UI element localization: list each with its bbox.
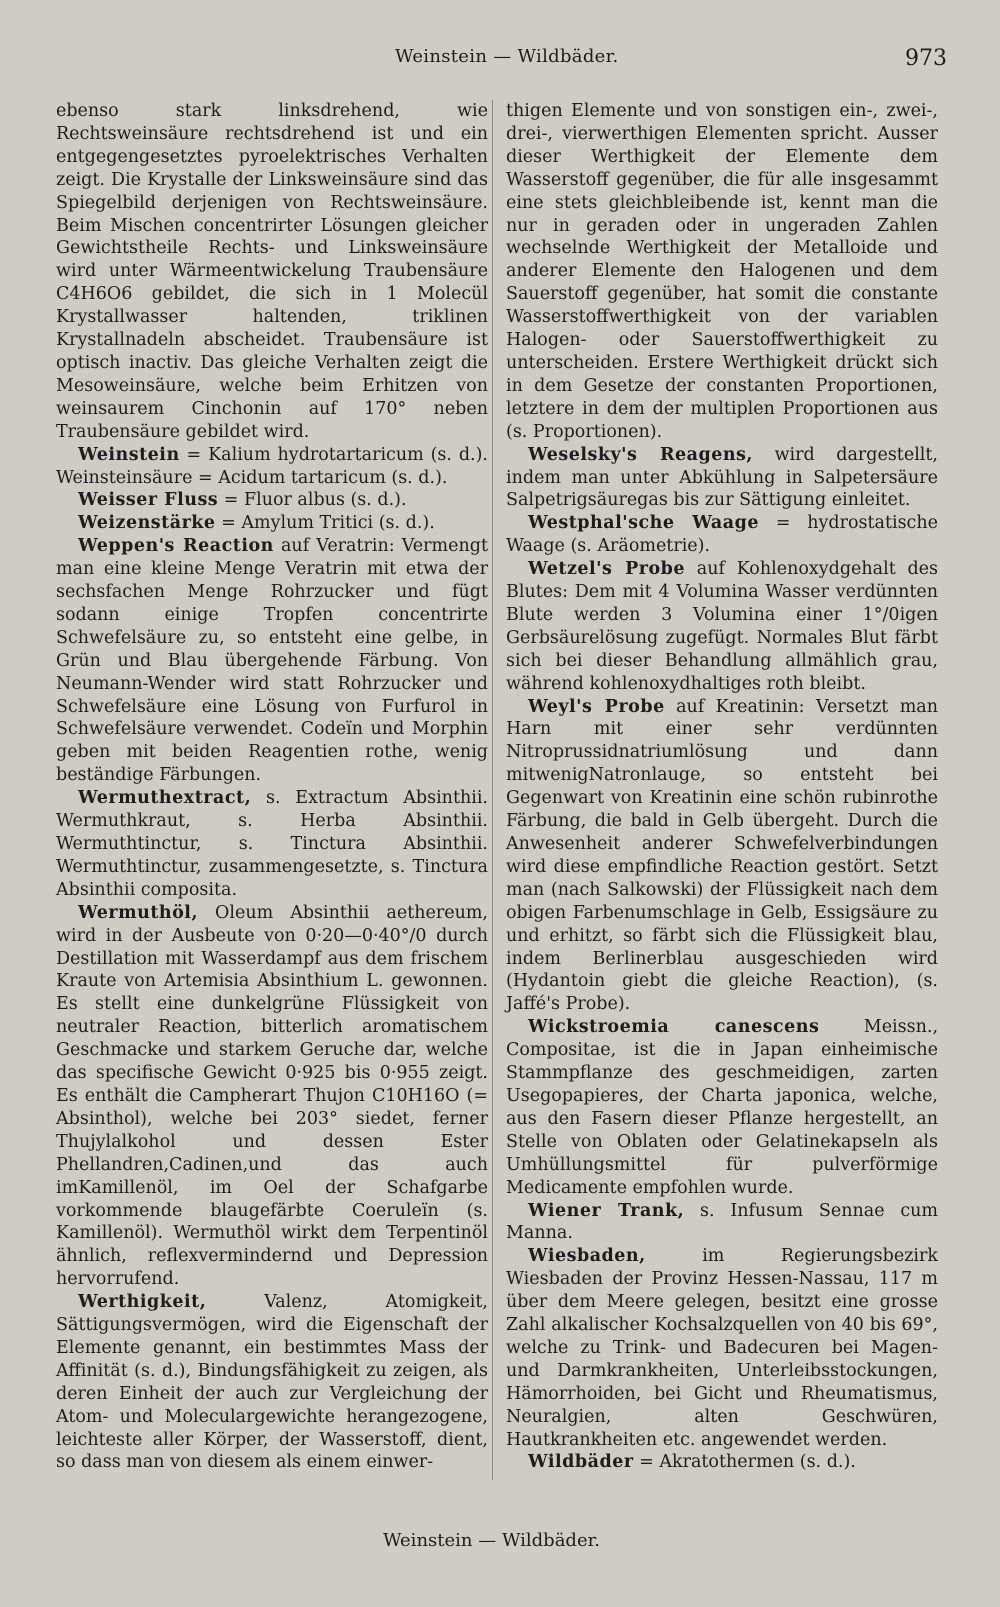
headword: Werthigkeit,	[78, 1292, 207, 1313]
headword: Wetzel's Probe	[528, 559, 686, 580]
entry-weselsky: Weselsky's Reagens, wird dargestellt, indem man unter Abkühlung in Salpetersäure Salpetrigsäuregas bis zur Sättigung einleitet.	[506, 444, 938, 511]
headword: Weyl's Probe	[528, 696, 665, 717]
entry-weyl: Weyl's Probe auf Kreatinin: Versetzt man Harn mit einer sehr verdünnten Nitroprussidnatriumlösung und dann mitwenigNatronlauge, so entsteht bei Gegenwart von Kreatinin eine schön rubinrothe Färbung, die bald in Gelb übergeht. Durch die Anwesenheit anderer Schwefelverbindungen wird diese empfindliche Reaction gestört. Setzt man (nach Salkowski) der Flüssigkeit nach dem obigen Farbenumschlage in Gelb, Essigsäure zu und erhitzt, so färbt sich die Flüssigkeit blau, indem Berlinerblau ausgeschieden wird (Hydantoin giebt die gleiche Reaction), (s. Jaffé's Probe).	[506, 696, 939, 1015]
entry-continuation: ebenso stark linksdrehend, wie Rechtsweinsäure rechtsdrehend ist und ein entgegengesetztes pyroelektrisches Verhalten zeigt. Die Krystalle der Linksweinsäure sind das Spiegelbild derjenigen von Rechtsweinsäure. Beim Mischen concentrirter Lösungen gleicher Gewichtstheile Rechts- und Linksweinsäure wird unter Wärmeentwickelung Traubensäure C4H6O6 gebildet, die sich in 1 Molecül Krystallwasser haltenden, triklinen Krystallnadeln abscheidet. Traubensäure ist optisch inactiv. Das gleiche Verhalten zeigt die Mesoweinsäure, welche beim Erhitzen von weinsaurem Cinchonin auf 170° neben Traubensäure gebildet wird.	[56, 101, 488, 442]
entry-wickstroemia: Wickstroemia canescens Meissn., Compositae, ist die in Japan einheimische Stammpflanze des geschmeidigen, zarten Usegopapieres, der Charta japonica, welche, aus den Fasern dieser Pflanze hergestellt, an Stelle von Oblaten oder Gelatinekapseln als Umhüllungsmittel für pulverförmige Medicamente empfohlen wurde.	[506, 1017, 939, 1198]
headword: Weinstein	[78, 444, 180, 465]
entry-wermuthoel: Wermuthöl, Oleum Absinthii aethereum, wird in der Ausbeute von 0·20—0·40°/0 durch Destillation mit Wasserdampf aus dem frischem Kraute von Artemisia Absinthium L. gewonnen. Es stellt eine dunkelgrüne Flüssigkeit von neutraler Reaction, bitterlich aromatischem Geschmacke und starkem Geruche dar, welche das specifische Gewicht 0·925 bis 0·955 zeigt. Es enthält die Campherart Thujon C10H16O (= Absinthol), welche bei 203° siedet, ferner Thujylalkohol und dessen Ester Phellandren,Cadinen,und das auch imKamillenöl, im Oel der Schafgarbe vorkommende blaugefärbte Coeruleïn (s. Kamillenöl). Wermuthöl wirkt dem Terpentinöl ähnlich, reflexvermindernd und Depression hervorrufend.	[56, 902, 488, 1290]
headword: Wildbäder	[528, 1452, 634, 1473]
headword: Weselsky's Reagens,	[528, 444, 753, 465]
entry-wiesbaden: Wiesbaden, im Regierungsbezirk Wiesbaden der Provinz Hessen-Nassau, 117 m über dem Meere gelegen, besitzt eine grosse Zahl alkalischer Kochsalzquellen von 40 bis 69°, welche zu Trink- und Badecuren bei Magen- und Darmkrankheiten, Unterleibsstockungen, Hämorrhoiden, bei Gicht und Rheumatismus, Neuralgien, alten Geschwüren, Hautkrankheiten etc. angewendet werden.	[506, 1246, 938, 1450]
entry-wermuthextract: Wermuthextract, s. Extractum Absinthii. Wermuthkraut, s. Herba Absinthii. Wermuthtinctur, s. Tinctura Absinthii. Wermuthtinctur, zusammengesetzte, s. Tinctura Absinthii composita.	[56, 788, 488, 900]
column-divider	[492, 100, 493, 1480]
running-head: Weinstein — Wildbäder.	[395, 46, 619, 67]
page-number: 973	[905, 46, 947, 71]
entry-weinstein: Weinstein = Kalium hydrotartaricum (s. d.). Weinsteinsäure = Acidum tartaricum (s. d.).	[56, 444, 488, 488]
entry-weizenstaerke: Weizenstärke = Amylum Tritici (s. d.).	[78, 513, 435, 534]
headword: Wermuthöl,	[78, 902, 199, 923]
headword: Wermuthextract,	[78, 788, 252, 809]
entry-weppens-reaction: Weppen's Reaction auf Veratrin: Vermengt man eine kleine Menge Veratrin mit etwa der sechsfachen Menge Rohrzucker und fügt sodann einige Tropfen concentrirte Schwefelsäure zu, so entsteht eine gelbe, in Grün und Blau übergehende Färbung. Von Neumann-Wender wird statt Rohrzucker und Schwefelsäure eine Lösung von Furfurol in Schwefelsäure verwendet. Codeïn und Morphin geben mit beiden Reagentien rothe, wenig beständige Färbungen.	[56, 536, 488, 786]
left-column	[56, 100, 488, 1474]
right-column	[506, 100, 938, 1474]
headword: Weppen's Reaction	[78, 536, 274, 557]
entry-wildbaeder: Wildbäder = Akratothermen (s. d.).	[528, 1452, 856, 1473]
headword: Weizenstärke	[78, 513, 216, 534]
headword: Westphal'sche Waage	[528, 513, 759, 534]
headword: Wickstroemia canescens	[528, 1017, 820, 1038]
headword: Weisser Fluss	[78, 490, 219, 511]
entry-wiener-trank: Wiener Trank, s. Infusum Sennae cum Manna.	[506, 1200, 938, 1244]
running-foot: Weinstein — Wildbäder.	[383, 1530, 600, 1551]
entry-werthigkeit: Werthigkeit, Valenz, Atomigkeit, Sättigungsvermögen, wird die Eigenschaft der Elemente genannt, ein bestimmtes Mass der Affinität (s. d.), Bindungsfähigkeit zu zeigen, als deren Einheit der auch zur Vergleichung der Atom- und Moleculargewichte herangezogene, leichteste aller Körper, der Wasserstoff, dient, so dass man von diesem als einem einwer-	[56, 1292, 488, 1473]
entry-weisser-fluss: Weisser Fluss = Fluor albus (s. d.).	[78, 490, 407, 511]
headword: Wiesbaden,	[528, 1246, 646, 1267]
entry-westphal: Westphal'sche Waage = hydrostatische Waage (s. Aräometrie).	[506, 513, 938, 557]
headword: Wiener Trank,	[528, 1200, 685, 1221]
entry-continuation: thigen Elemente und von sonstigen ein-, zwei-, drei-, vierwerthigen Elementen spricht. Ausser dieser Werthigkeit der Elemente dem Wasserstoff gegenüber, die für alle insgesammt eine stets gleichbleibende ist, kennt man die nur in geraden oder in ungeraden Zahlen wechselnde Werthigkeit der Metalloide und anderer Elemente den Halogenen und dem Sauerstoff gegenüber, hat somit die constante Wasserstoffwerthigkeit von der variablen Halogen- oder Sauerstoffwerthigkeit zu unterscheiden. Erstere Werthigkeit drückt sich in dem Gesetze der constanten Proportionen, letztere in dem der multiplen Proportionen aus (s. Proportionen).	[506, 101, 938, 442]
entry-wetzel: Wetzel's Probe auf Kohlenoxydgehalt des Blutes: Dem mit 4 Volumina Wasser verdünnten Blute werden 3 Volumina einer 1°/0igen Gerbsäurelösung zugefügt. Normales Blut färbt sich bei dieser Behandlung allmählich grau, während kohlenoxydhaltiges roth bleibt.	[506, 559, 938, 694]
